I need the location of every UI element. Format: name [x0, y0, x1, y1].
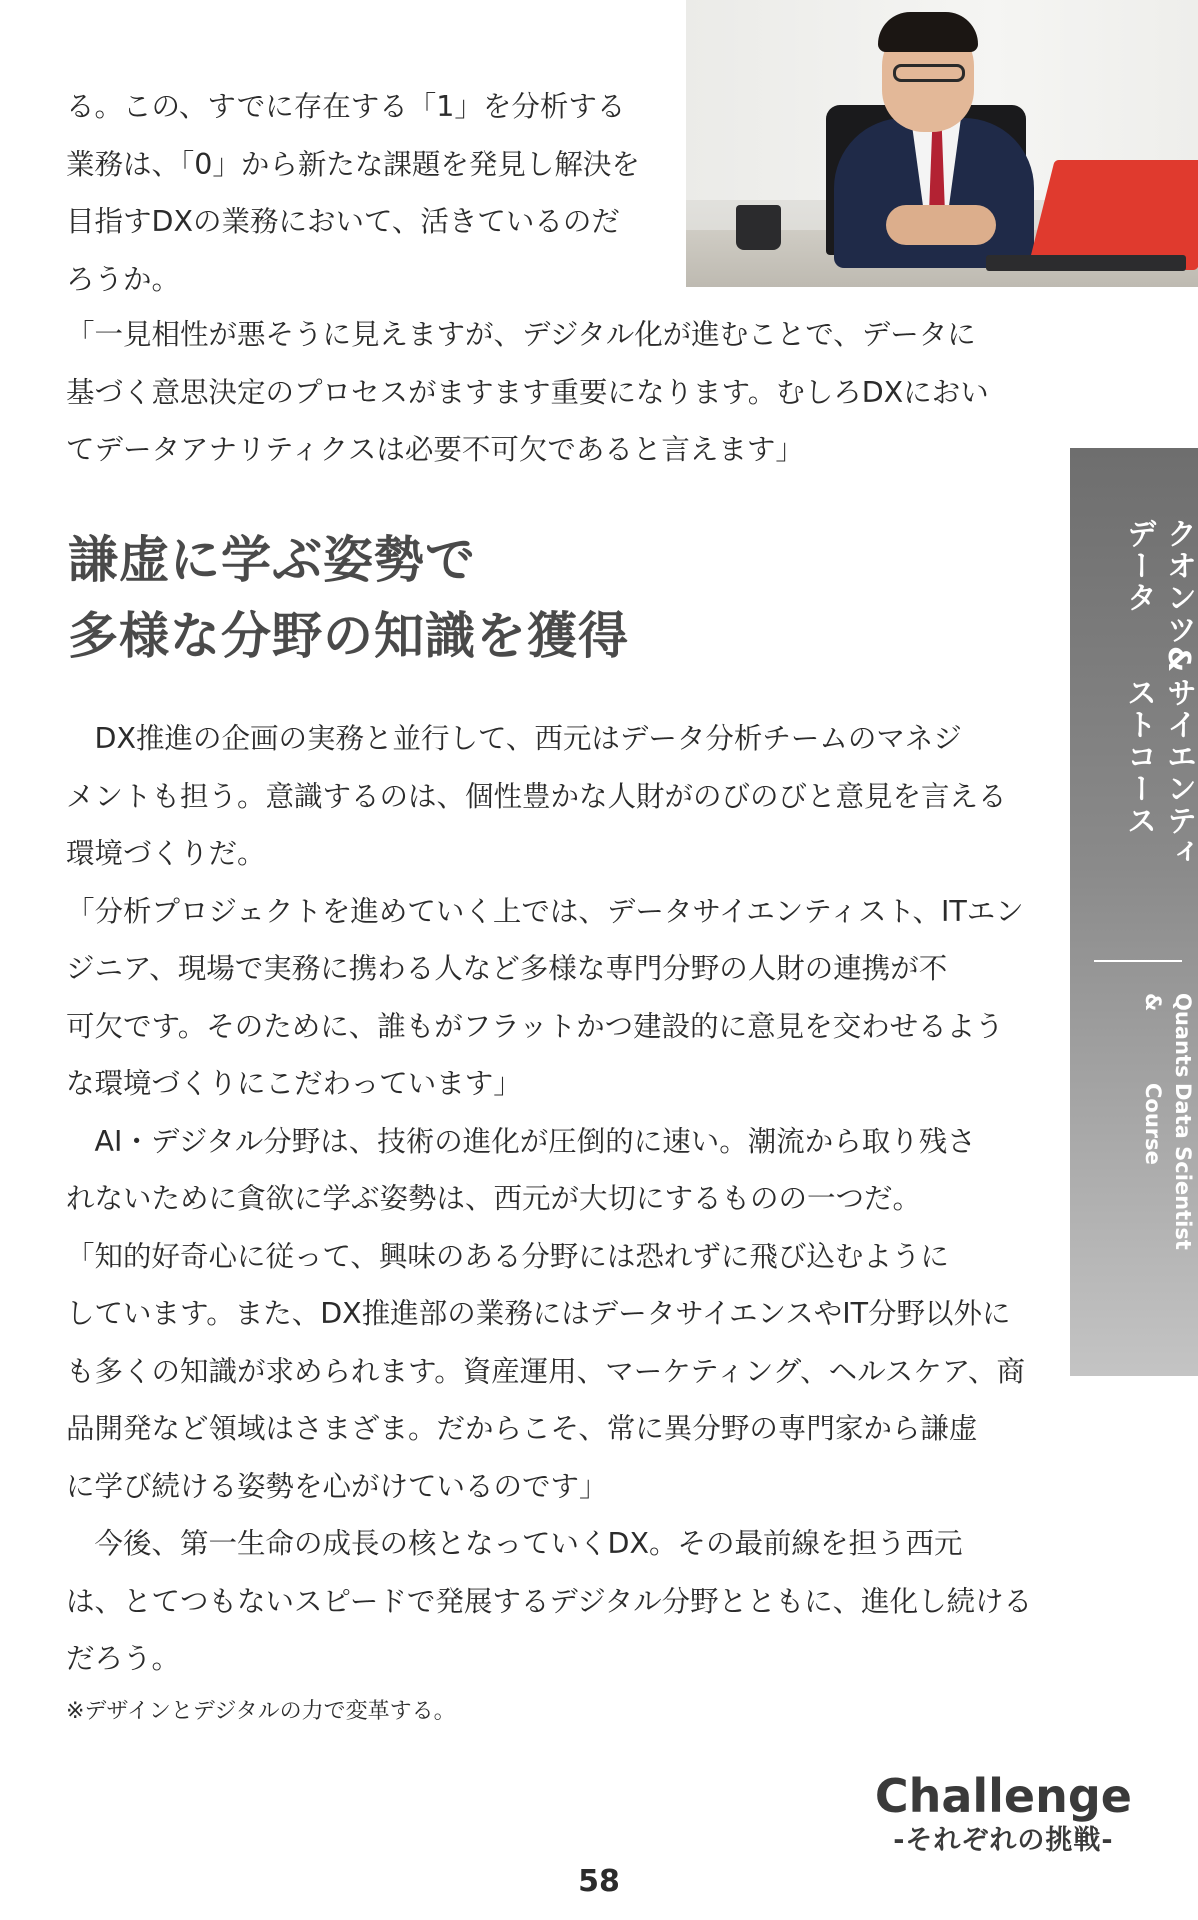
- text-line: しています。また、DX推進部の業務にはデータサイエンスやIT分野以外に: [66, 1297, 1011, 1330]
- course-name-jp-line: クオンツ&データ: [1121, 518, 1196, 675]
- text-line: AI・デジタル分野は、技術の進化が圧倒的に速い。潮流から取り残さ: [66, 1124, 976, 1158]
- text-line: 「一見相性が悪そうに見えますが、デジタル化が進むことで、データに: [66, 318, 976, 351]
- course-name-en: [1070, 993, 1198, 1293]
- text-line: ろうか。: [66, 262, 181, 296]
- text-line: 「知的好奇心に従って、興味のある分野には恐れずに飛び込むように: [66, 1239, 949, 1273]
- heading-line: 多様な分野の知識を獲得: [68, 607, 629, 665]
- text-line: 品開発など領域はさまざま。だからこそ、常に異分野の専門家から謙虚: [66, 1412, 978, 1445]
- page-number: 58: [578, 1864, 620, 1899]
- text-line: メントも担う。意識するのは、個性豊かな人財がのびのびと意見を言える: [66, 779, 1007, 813]
- heading-line: 謙虚に学ぶ姿勢で: [68, 531, 476, 589]
- text-line: 可欠です。そのために、誰もがフラットかつ建設的に意見を交わせるよう: [66, 1009, 1004, 1043]
- course-name-jp: [1070, 518, 1198, 898]
- challenge-logo: [875, 1768, 1132, 1858]
- text-line: DX推進の企画の実務と並行して、西元はデータ分析チームのマネジ: [66, 722, 962, 755]
- text-line: に学び続ける姿勢を心がけているのです」: [66, 1469, 608, 1503]
- text-line: てデータアナリティクスは必要不可欠であると言えます」: [66, 433, 804, 466]
- challenge-title: Challenge: [874, 1769, 1132, 1823]
- text-line: ジニア、現場で実務に携わる人など多様な専門分野の人財の連携が不: [66, 952, 948, 985]
- side-tab-divider: [1094, 960, 1182, 962]
- course-side-tab: [1070, 448, 1198, 1376]
- text-line: 「分析プロジェクトを進めていく上では、データサイエンティスト、ITエン: [66, 894, 1024, 928]
- text-line: 業務は、「0」から新たな課題を発見し解決を: [66, 147, 640, 181]
- text-line: 環境づくりだ。: [66, 837, 266, 870]
- text-line: だろう。: [66, 1642, 181, 1675]
- quote-paragraph: [66, 306, 989, 479]
- text-line: は、とてつもないスピードで発展するデジタル分野とともに、進化し続ける: [66, 1584, 1033, 1618]
- text-line: る。この、すでに存在する「1」を分析する: [66, 90, 626, 123]
- text-line: 基づく意思決定のプロセスがますます重要になります。むしろDXにおい: [66, 375, 989, 409]
- text-line: も多くの知識が求められます。資産運用、マーケティング、ヘルスケア、商: [66, 1354, 1026, 1388]
- course-name-en-line: Quants &: [1141, 993, 1195, 1078]
- course-name-jp-line: サイエンティストコース: [1121, 676, 1196, 869]
- course-name-en-line: Data Scientist Course: [1141, 1083, 1195, 1251]
- footnote: ※デザインとデジタルの力で変革する。: [66, 1699, 456, 1724]
- text-line: 今後、第一生命の成長の核となっていくDX。その最前線を担う西元: [66, 1527, 963, 1560]
- text-line: れないために貪欲に学ぶ姿勢は、西元が大切にするものの一つだ。: [66, 1182, 922, 1215]
- challenge-subtitle: -それぞれの挑戦-: [893, 1825, 1114, 1856]
- interview-photo: [686, 0, 1198, 287]
- body-text: [66, 710, 1032, 1688]
- intro-paragraph: [66, 78, 640, 308]
- section-heading: [68, 522, 629, 674]
- text-line: な環境づくりにこだわっています」: [66, 1067, 522, 1100]
- text-line: 目指すDXの業務において、活きているのだ: [66, 205, 620, 238]
